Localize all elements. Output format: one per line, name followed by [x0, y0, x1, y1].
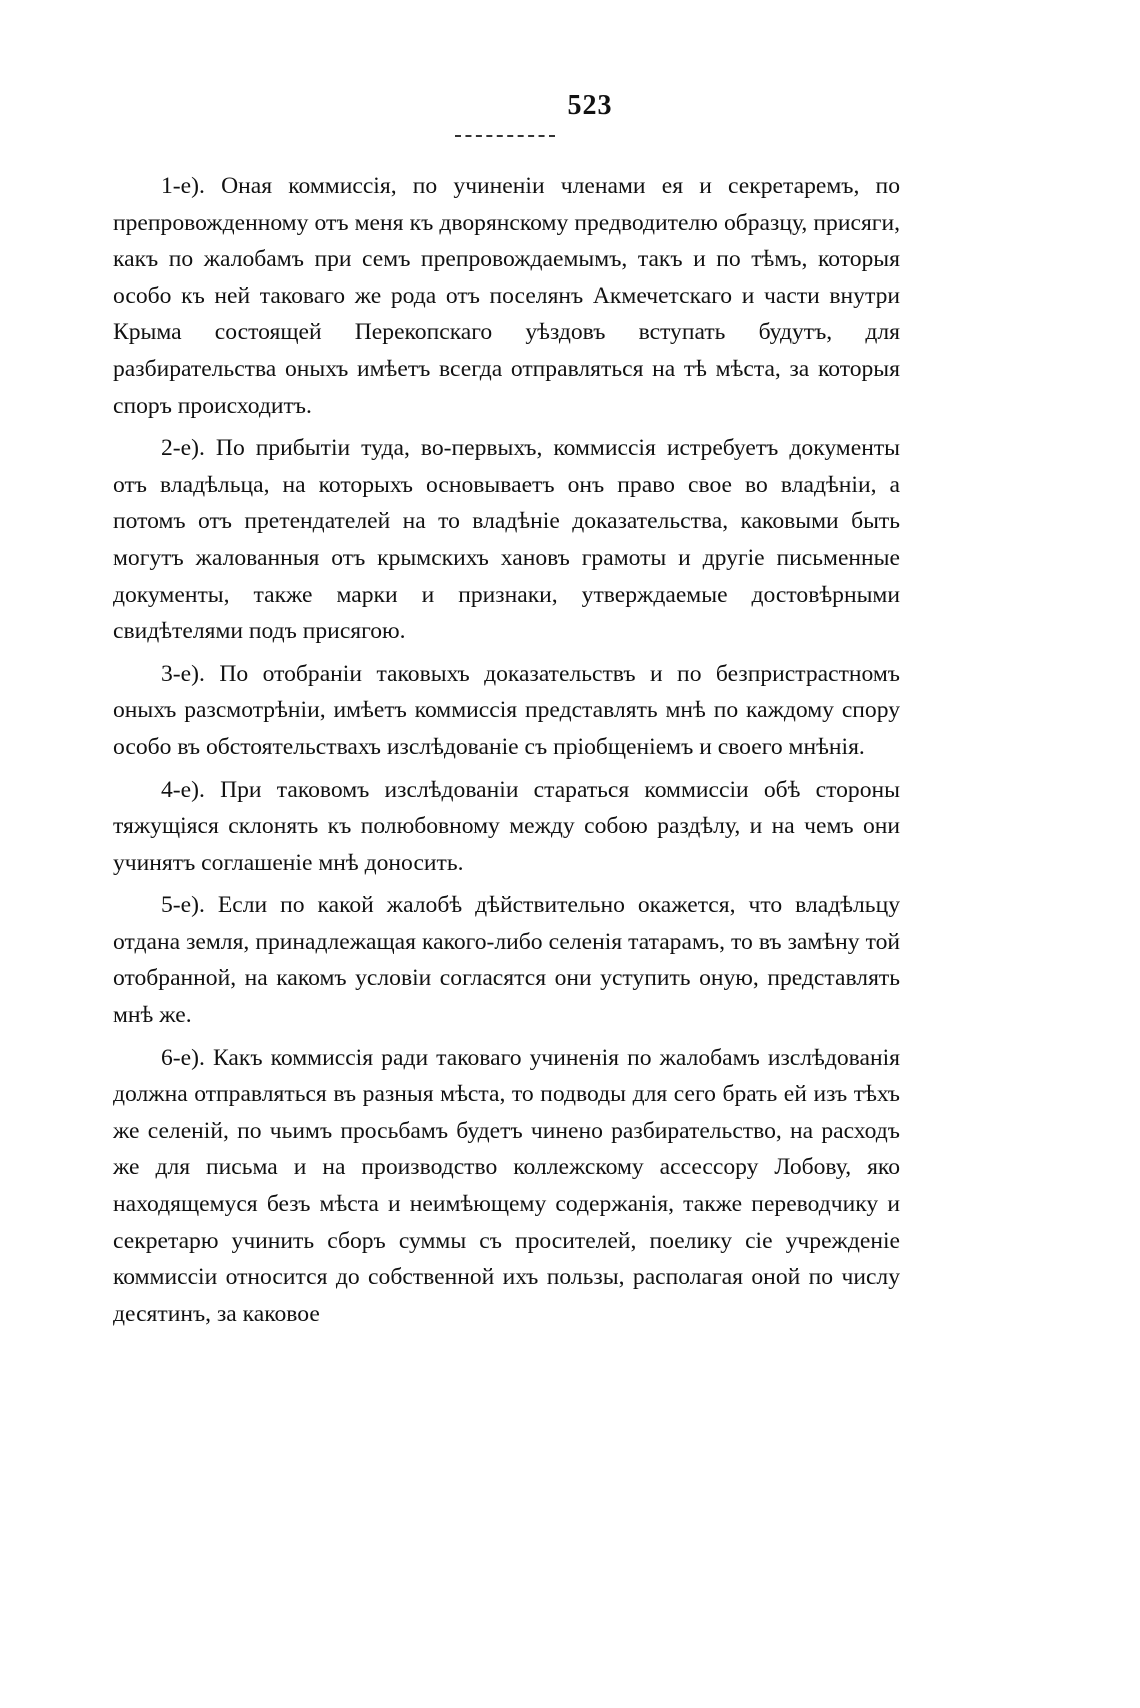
paragraph-4	[113, 772, 900, 882]
paragraph-text: По прибытіи туда, во-первыхъ, коммиссія истребуетъ документы отъ владѣльца, на которыхъ основываетъ онъ право свое во владѣніи, а потомъ отъ претендателей на то владѣніе доказательства, каковыми быть могутъ жалованныя отъ крымскихъ хановъ грамоты и другіе письменные документы, также марки и признаки, утверждаемые достовѣрными свидѣтелями подъ присягою.	[113, 435, 900, 645]
paragraph-1	[113, 168, 900, 424]
paragraph-text: При таковомъ изслѣдованіи стараться коммиссіи обѣ стороны тяжущіяся склонять къ полюбовному между собою раздѣлу, и на чемъ они учинятъ соглашеніе мнѣ доносить.	[113, 776, 900, 876]
paragraph-number: 1-е).	[161, 173, 205, 199]
paragraph-text: По отобраніи таковыхъ доказательствъ и по безпристрастномъ оныхъ разсмотрѣніи, имѣетъ коммиссія представлять мнѣ по каждому спору особо въ обстоятельствахъ изслѣдованіе съ пріобщеніемъ и своего мнѣнія.	[113, 660, 900, 760]
header-rule	[455, 135, 555, 137]
paragraph-number: 2-е).	[161, 435, 205, 462]
page-number: 523	[567, 90, 613, 121]
paragraph-5	[113, 887, 900, 1033]
paragraph-number: 5-е).	[161, 892, 205, 919]
paragraph-6	[113, 1040, 900, 1333]
paragraph-number: 6-е).	[161, 1044, 205, 1071]
paragraph-number: 4-е).	[161, 776, 205, 803]
paragraph-2	[113, 430, 900, 650]
paragraph-text: Если по какой жалобѣ дѣйствительно окажется, что владѣльцу отдана земля, принадлежащая какого-либо селенія татарамъ, то въ замѣну той отобранной, на какомъ условіи согласятся они уступить оную, представлять мнѣ же.	[113, 892, 900, 1029]
page-header	[0, 90, 1140, 122]
paragraph-3	[113, 656, 900, 766]
paragraph-number: 3-е).	[161, 660, 205, 687]
paragraph-text: Оная коммиссія, по учиненіи членами ея и секретаремъ, по препровожденному отъ меня къ дворянскому предводителю образцу, присяги, какъ по жалобамъ при семъ препровождаемымъ, такъ и по тѣмъ, которыя особо къ ней таковаго же рода отъ поселянъ Акмечетскаго и части внутри Крыма состоящей Перекопскаго уѣздовъ вступать будутъ, для разбирательства оныхъ имѣетъ всегда отправляться на тѣ мѣста, за которыя споръ происходитъ.	[113, 173, 900, 419]
body-text	[113, 168, 900, 1338]
paragraph-text: Какъ коммиссія ради таковаго учиненія по жалобамъ изслѣдованія должна отправляться въ разныя мѣста, то подводы для сего брать ей изъ тѣхъ же селеній, по чьимъ просьбамъ будетъ чинено разбирательство, на расходъ же для письма и на производство коллежскому ассессору Лобову, яко находящемуся безъ мѣста и неимѣющему содержанія, также переводчику и секретарю учинить сборъ суммы съ просителей, поелику сіе учрежденіе коммиссіи относится до собственной ихъ пользы, располагая оной по числу десятинъ, за каковое	[113, 1044, 900, 1327]
